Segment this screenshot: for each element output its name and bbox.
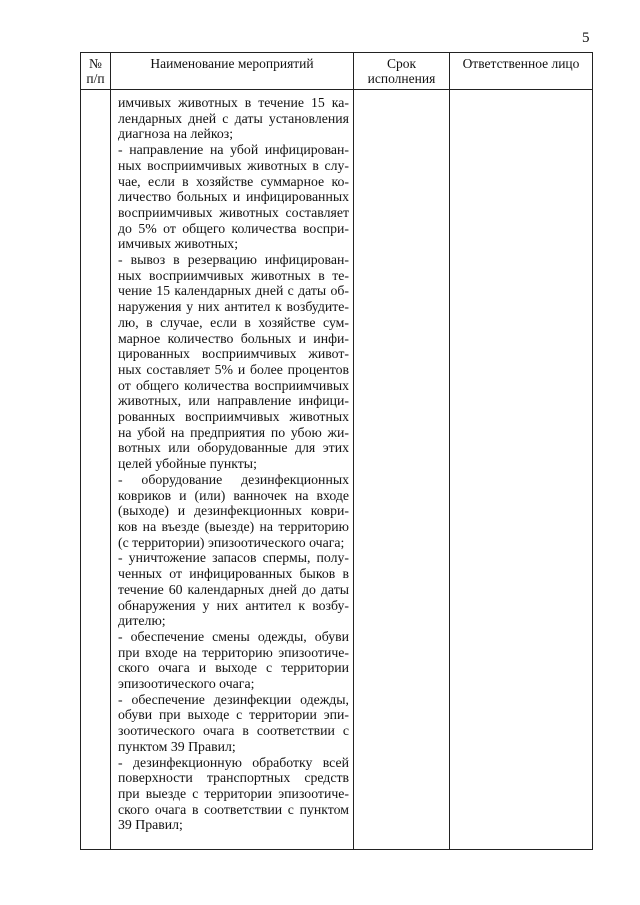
measure-line: чае, если в хозяйстве суммарное ко- xyxy=(118,173,349,189)
measure-line: - оборудование дезинфекционных xyxy=(118,471,349,487)
measure-line: (с территории) эпизоотического очага; xyxy=(118,534,345,550)
measure-line: ных восприимчивых животных в слу- xyxy=(118,157,349,173)
cell-responsible xyxy=(450,90,593,850)
measure-line: ченных от инфицированных быков в xyxy=(118,566,349,582)
measure-line: ных восприимчивых животных в те- xyxy=(118,267,349,283)
measure-line: ского очага в соответствии с пунктом xyxy=(118,801,349,817)
measure-line: при выезде с территории эпизоотиче- xyxy=(118,785,349,801)
measure-line: 39 Правил; xyxy=(118,817,183,833)
measure-line: наружения у них антител к возбудите- xyxy=(118,299,349,315)
measure-line: - дезинфекционную обработку всей xyxy=(118,754,349,770)
measure-line: вотных или оборудованные для этих xyxy=(118,440,349,456)
measure-line: - обеспечение дезинфекции одежды, xyxy=(118,691,349,707)
measure-line: животных, или направление инфици- xyxy=(118,393,349,409)
measure-line: ных составляет 5% и более процентов xyxy=(118,361,349,377)
measure-line: до 5% от общего количества воспри- xyxy=(118,220,349,236)
header-term xyxy=(354,53,450,90)
measure-line: - обеспечение смены одежды, обуви xyxy=(118,628,349,644)
measure-line: личество больных и инфицированных xyxy=(118,189,349,205)
header-number xyxy=(81,53,111,90)
measure-line: (выходе) и дезинфекционных коври- xyxy=(118,503,349,519)
measure-line: обуви при выходе с территории эпи- xyxy=(118,707,349,723)
cell-number xyxy=(81,90,111,850)
cell-measures xyxy=(111,90,354,850)
header-number-sign: № xyxy=(89,56,102,71)
measure-line: ковриков и (или) ванночек на входе xyxy=(118,487,349,503)
measure-line: ков на въезде (выезде) на территорию xyxy=(118,518,349,534)
measure-line: лю, в случае, если в хозяйстве сум- xyxy=(118,314,349,330)
header-term-line2: исполнения xyxy=(367,71,436,86)
measures-table xyxy=(80,52,593,850)
table-row xyxy=(81,90,593,850)
measure-line: эпизоотического очага; xyxy=(118,676,255,692)
header-measures: Наименование мероприятий xyxy=(111,53,354,90)
measure-line: чение 15 календарных дней с даты об- xyxy=(118,283,349,299)
measure-line: имчивых животных; xyxy=(118,236,239,252)
measure-line: на убой на предприятия по убою жи- xyxy=(118,424,349,440)
measure-line: течение 60 календарных дней до даты xyxy=(118,581,349,597)
cell-term xyxy=(354,90,450,850)
measure-line: диагноза на лейкоз; xyxy=(118,126,234,142)
measure-line: ского очага и выходе с территории xyxy=(118,660,349,676)
measure-line: восприимчивых животных составляет xyxy=(118,204,349,220)
measure-line: марное количество больных и инфи- xyxy=(118,330,349,346)
measure-line: имчивых животных в течение 15 ка- xyxy=(118,95,349,110)
table-header-row xyxy=(81,53,593,90)
measure-line: при входе на территорию эпизоотиче- xyxy=(118,644,349,660)
measure-line: зоотического очага в соответствии с xyxy=(118,723,349,739)
measure-line: цированных восприимчивых живот- xyxy=(118,346,349,362)
measure-line: - направление на убой инфицирован- xyxy=(118,142,349,158)
measure-line: пунктом 39 Правил; xyxy=(118,738,236,754)
measure-line: обнаружения у них антител к возбу- xyxy=(118,597,349,613)
measure-line: от общего количества восприимчивых xyxy=(118,377,349,393)
header-term-line1: Срок xyxy=(386,56,417,71)
measure-line: дителю; xyxy=(118,613,166,629)
measure-line: лендарных дней с даты установления xyxy=(118,110,349,126)
header-responsible: Ответственное лицо xyxy=(450,53,593,90)
measure-line: поверхности транспортных средств xyxy=(118,770,349,786)
page-number: 5 xyxy=(582,30,590,46)
header-number-abbr: п/п xyxy=(86,71,105,86)
measure-line: - вывоз в резервацию инфицирован- xyxy=(118,252,349,268)
measure-line: целей убойные пункты; xyxy=(118,456,257,472)
measure-line: - уничтожение запасов спермы, полу- xyxy=(118,550,349,566)
measure-line: рованных восприимчивых животных xyxy=(118,409,349,425)
